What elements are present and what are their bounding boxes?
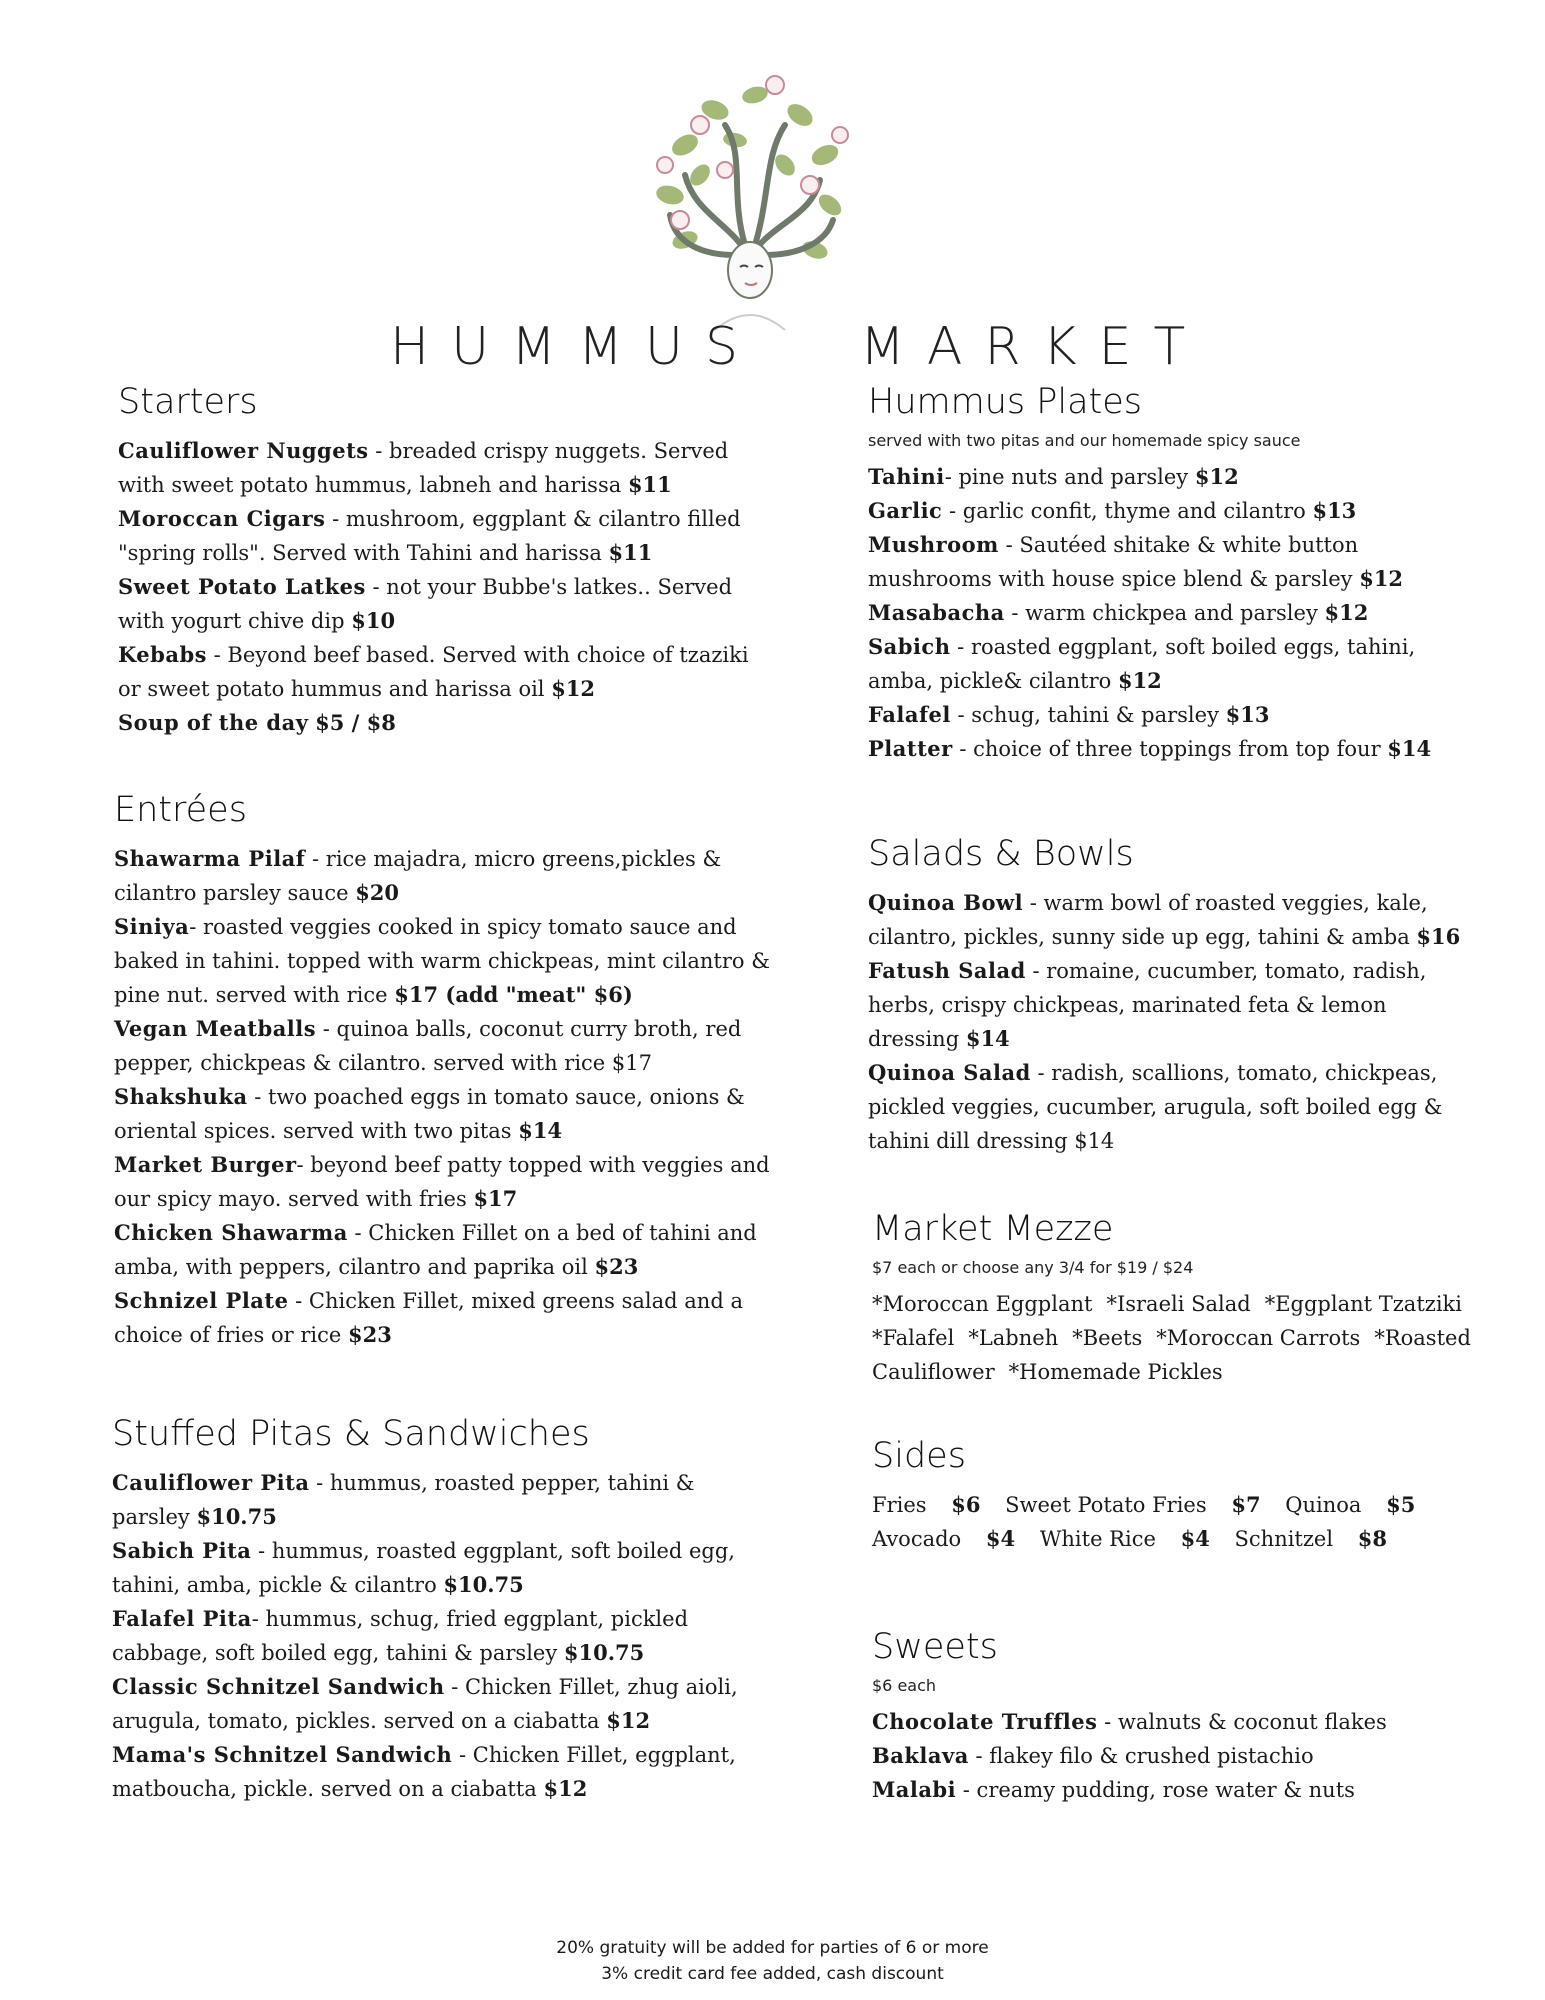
entrees-title: Entrées — [114, 790, 247, 830]
menu-item: Shakshuka - two poached eggs in tomato sauce, onions & oriental spices. served with two pitas $14 — [114, 1084, 745, 1143]
menu-item: Mushroom - Sautéed shitake & white button mushrooms with house spice blend & parsley $12 — [868, 532, 1404, 591]
card-fee-note: 3% credit card fee added, cash discount — [601, 1964, 944, 1984]
menu-item: Mama's Schnitzel Sandwich - Chicken Fillet, eggplant, matboucha, pickle. served on a ciabatta $12 — [112, 1742, 736, 1801]
menu-item: Quinoa Salad - radish, scallions, tomato, chickpeas, pickled veggies, cucumber, arugula, soft boiled egg & tahini dill dressing $14 — [868, 1060, 1443, 1153]
sides-section — [872, 1434, 1492, 1556]
salads-title: Salads & Bowls — [868, 834, 1134, 874]
menu-item: Baklava - flakey filo & crushed pistachio — [872, 1743, 1314, 1768]
menu-item: Falafel - schug, tahini & parsley $13 — [868, 702, 1270, 727]
sweets-section — [872, 1625, 1492, 1807]
entrees-section — [114, 788, 774, 1352]
hummus-title: Hummus Plates — [868, 382, 1143, 422]
starters-section — [118, 380, 758, 740]
brand-left-word: HUMMUS — [390, 317, 760, 377]
menu-item: Schnizel Plate - Chicken Fillet, mixed greens salad and a choice of fries or rice $23 — [114, 1288, 743, 1347]
brand-logo — [380, 55, 1208, 377]
sweets-note: $6 each — [872, 1676, 937, 1695]
menu-item: Shawarma Pilaf - rice majadra, micro greens,pickles & cilantro parsley sauce $20 — [114, 846, 722, 905]
menu-item: Cauliflower Nuggets - breaded crispy nuggets. Served with sweet potato hummus, labneh and harissa $11 — [118, 438, 729, 497]
mezze-line: *Falafel *Labneh *Beets *Moroccan Carrots *Roasted — [872, 1326, 1471, 1350]
menu-item: Vegan Meatballs - quinoa balls, coconut curry broth, red pepper, chickpeas & cilantro. served with rice $17 — [114, 1016, 742, 1075]
footer-notes — [0, 1935, 1545, 1987]
menu-item: Falafel Pita- hummus, schug, fried eggplant, pickled cabbage, soft boiled egg, tahini & parsley $10.75 — [112, 1606, 689, 1665]
menu-item: Sabich Pita - hummus, roasted eggplant, soft boiled egg, tahini, amba, pickle & cilantro $10.75 — [112, 1538, 735, 1597]
menu-item: Sabich - roasted eggplant, soft boiled eggs, tahini, amba, pickle& cilantro $12 — [868, 634, 1416, 693]
menu-item: Fatush Salad - romaine, cucumber, tomato, radish, herbs, crispy chickpeas, marinated feta & lemon dressing $14 — [868, 958, 1427, 1051]
menu-item: Market Burger- beyond beef patty topped with veggies and our spicy mayo. served with fries $17 — [114, 1152, 770, 1211]
menu-item: Garlic - garlic confit, thyme and cilantro $13 — [868, 498, 1357, 523]
menu-item: Kebabs - Beyond beef based. Served with choice of tzaziki or sweet potato hummus and harissa oil $12 — [118, 642, 749, 701]
menu-item: Malabi - creamy pudding, rose water & nuts — [872, 1777, 1355, 1802]
hummus-note: served with two pitas and our homemade spicy sauce — [868, 431, 1301, 450]
sides-line: Fries $6 Sweet Potato Fries $7 Quinoa $5 — [872, 1492, 1416, 1517]
menu-item: Sweet Potato Latkes - not your Bubbe's latkes.. Served with yogurt chive dip $10 — [118, 574, 733, 633]
menu-item: Cauliflower Pita - hummus, roasted pepper, tahini & parsley $10.75 — [112, 1470, 695, 1529]
menu-item: Tahini- pine nuts and parsley $12 — [868, 464, 1239, 489]
menu-item: Masabacha - warm chickpea and parsley $12 — [868, 600, 1369, 625]
salads-section — [868, 832, 1478, 1158]
menu-item: Chocolate Truffles - walnuts & coconut flakes — [872, 1709, 1387, 1734]
mezze-section — [872, 1207, 1512, 1389]
sides-title: Sides — [872, 1436, 966, 1476]
gratuity-note: 20% gratuity will be added for parties of 6 or more — [556, 1938, 989, 1958]
menu-item: Classic Schnitzel Sandwich - Chicken Fillet, zhug aioli, arugula, tomato, pickles. served on a ciabatta $12 — [112, 1674, 738, 1733]
hummus-section — [868, 380, 1478, 766]
pitas-section — [112, 1412, 772, 1806]
sweets-title: Sweets — [872, 1627, 998, 1667]
menu-item: Chicken Shawarma - Chicken Fillet on a bed of tahini and amba, with peppers, cilantro and paprika oil $23 — [114, 1220, 757, 1279]
starters-title: Starters — [118, 382, 258, 422]
mezze-line: *Moroccan Eggplant *Israeli Salad *Eggplant Tzatziki — [872, 1292, 1462, 1316]
menu-item: Siniya- roasted veggies cooked in spicy tomato sauce and baked in tahini. topped with warm chickpeas, mint cilantro & pine nut. served with rice $17 (add "meat" $6) — [114, 914, 770, 1007]
tree-woman-icon — [625, 55, 875, 335]
mezze-title: Market Mezze — [872, 1209, 1114, 1249]
menu-item: Platter - choice of three toppings from top four $14 — [868, 736, 1432, 761]
menu-item: Moroccan Cigars - mushroom, eggplant & cilantro filled "spring rolls". Served with Tahini and harissa $11 — [118, 506, 741, 565]
brand-right-word: MARKET — [860, 317, 1208, 377]
mezze-note: $7 each or choose any 3/4 for $19 / $24 — [872, 1258, 1194, 1277]
menu-item: Quinoa Bowl - warm bowl of roasted veggies, kale, cilantro, pickles, sunny side up egg, tahini & amba $16 — [868, 890, 1461, 949]
pitas-title: Stuffed Pitas & Sandwiches — [112, 1414, 590, 1454]
menu-item: Soup of the day $5 / $8 — [118, 710, 396, 735]
mezze-line: Cauliflower *Homemade Pickles — [872, 1360, 1223, 1384]
sides-line: Avocado $4 White Rice $4 Schnitzel $8 — [872, 1526, 1387, 1551]
